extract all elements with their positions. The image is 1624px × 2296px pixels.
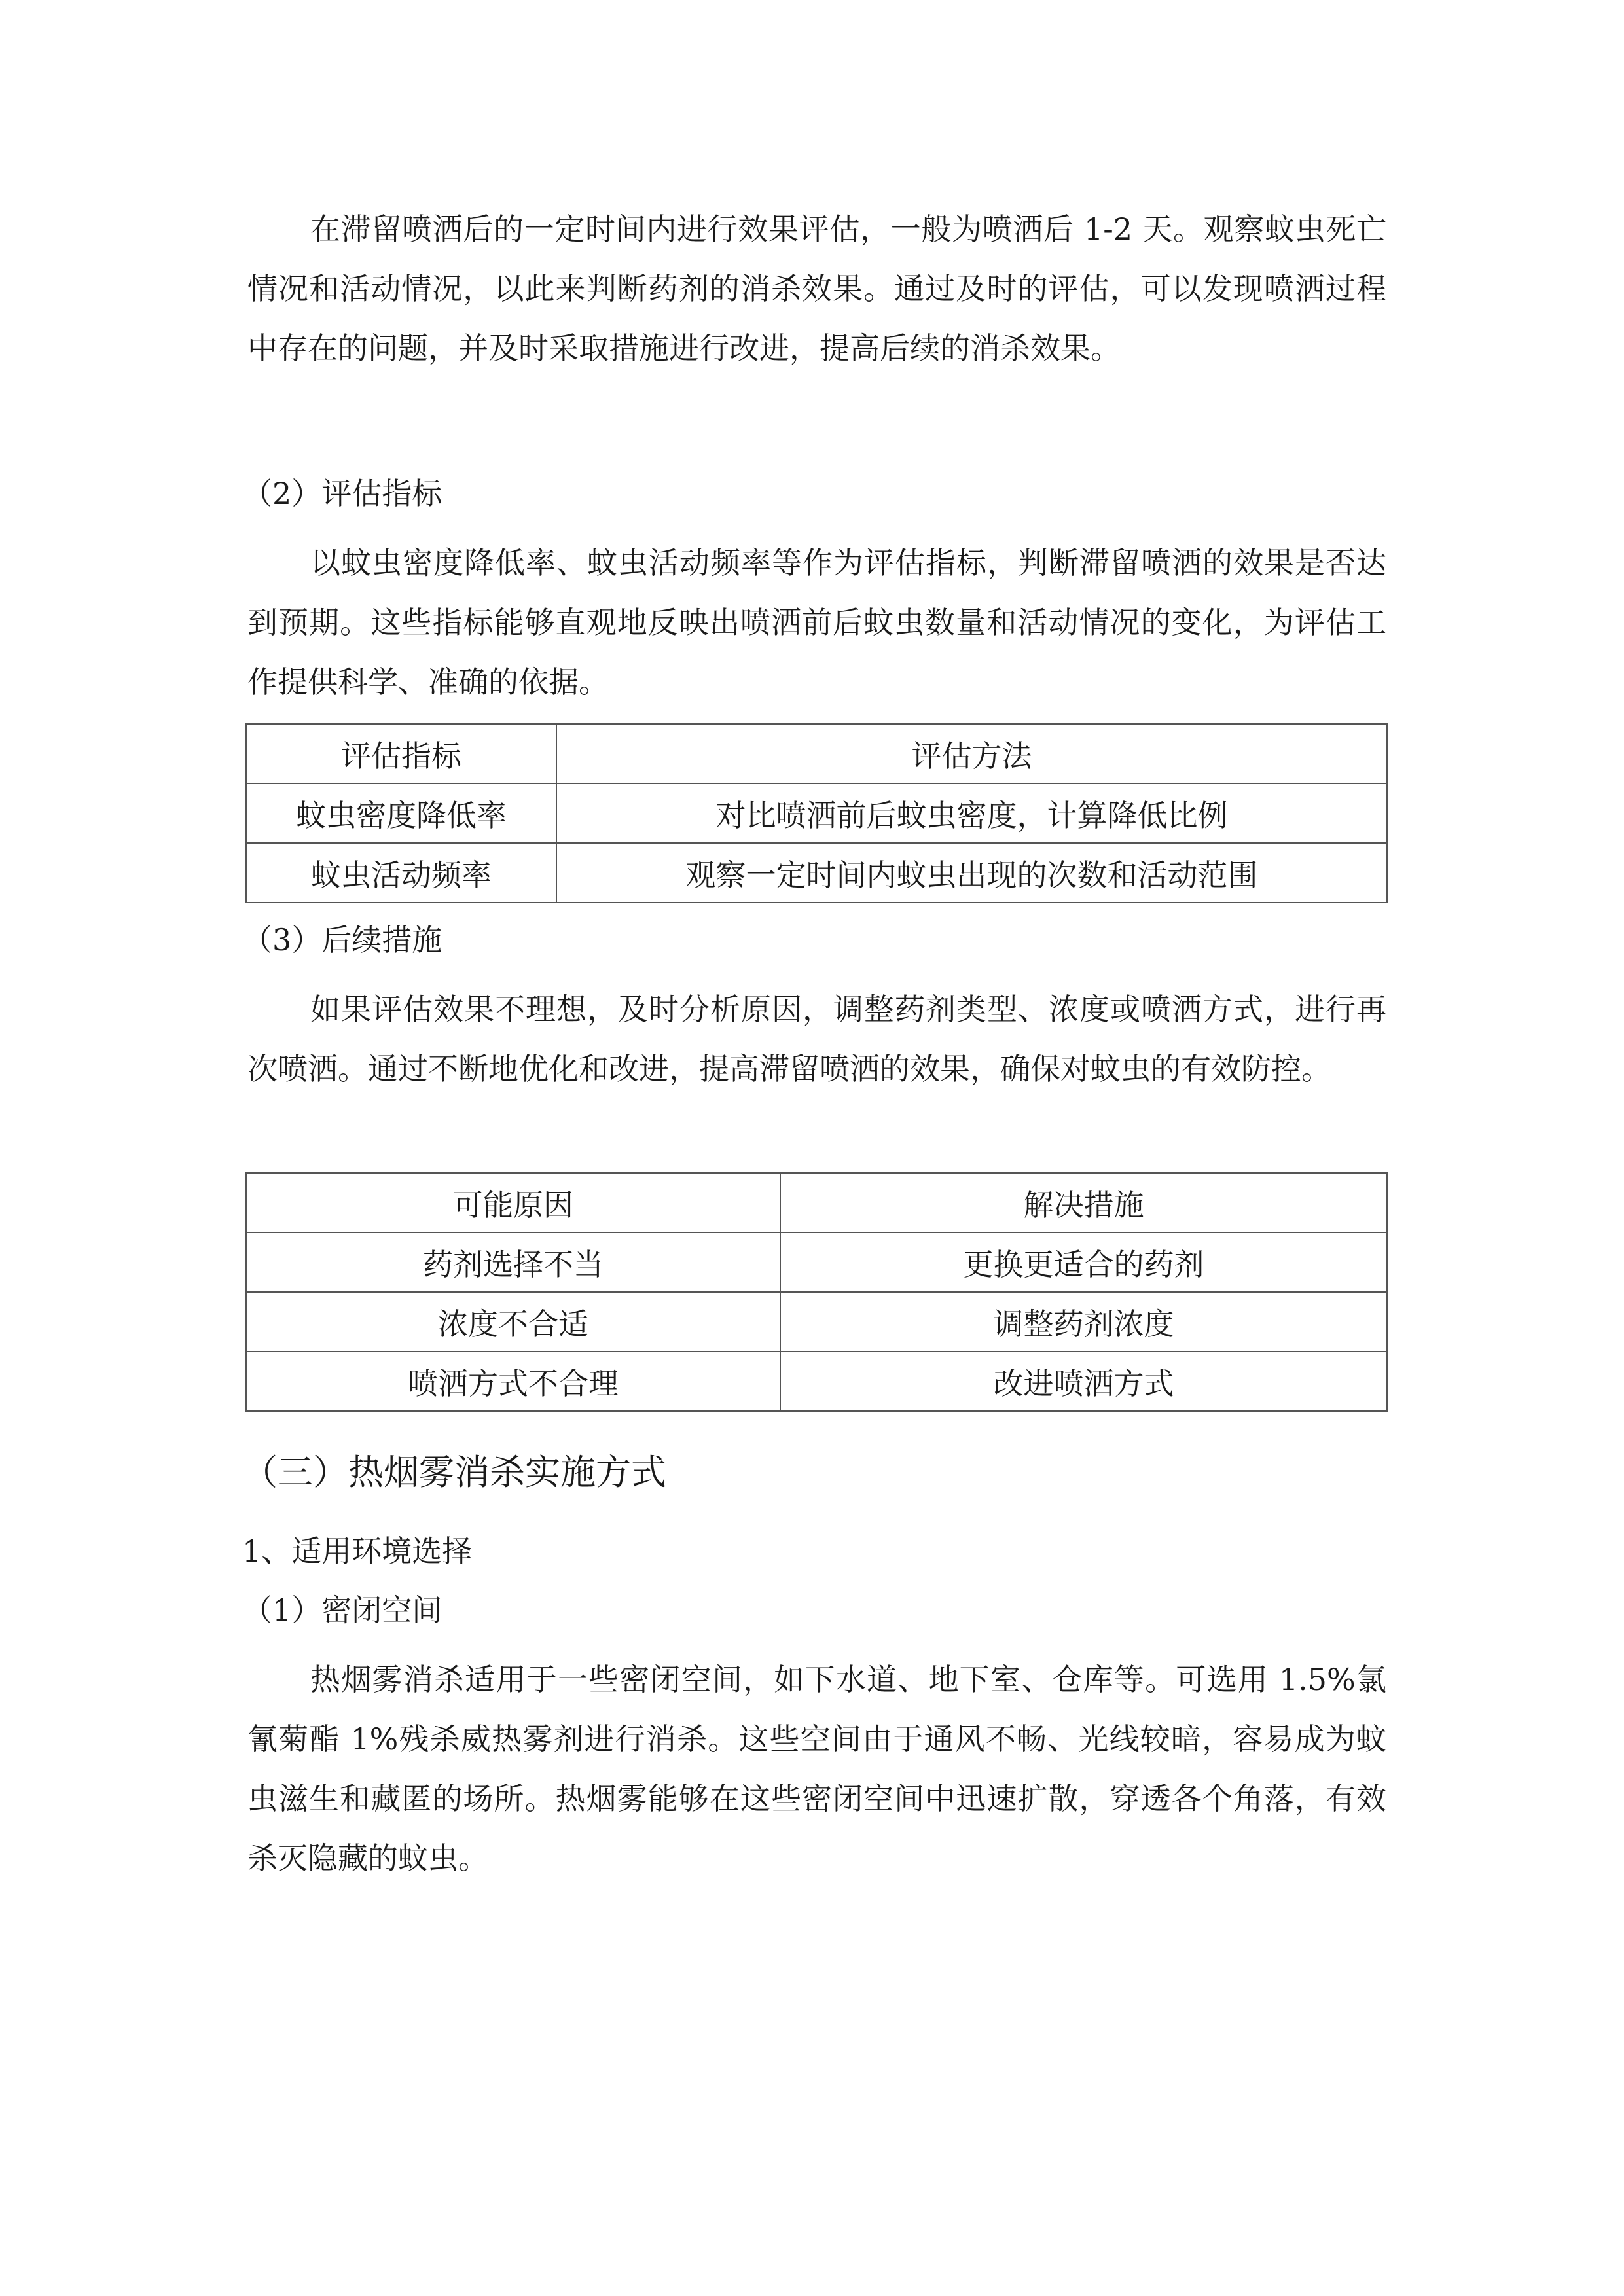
subheading-closed-space: （1）密闭空间 (242, 1592, 442, 1628)
paragraph-evaluation-timing: 在滞留喷洒后的一定时间内进行效果评估，一般为喷洒后 1-2 天。观察蚊虫死亡情况和活动情况，以此来判断药剂的消杀效果。通过及时的评估，可以发现喷洒过程中存在的问题，并及时采取措施进行改进，提高后续的消杀效果。 (247, 211, 1386, 366)
table-cell: 改进喷洒方式 (780, 1352, 1387, 1411)
paragraph-closed-space: 热烟雾消杀适用于一些密闭空间，如下水道、地下室、仓库等。可选用 1.5%氯氰菊酯 1%残杀威热雾剂进行消杀。这些空间由于通风不畅、光线较暗，容易成为蚊虫滋生和藏匿的场所。热烟雾能够在这些密闭空间中迅速扩散，穿透各个角落，有效杀灭隐藏的蚊虫。 (247, 1662, 1386, 1876)
table-header-row (246, 724, 1387, 783)
table-cell: 蚊虫密度降低率 (246, 783, 556, 843)
paragraph-evaluation-indicators: 以蚊虫密度降低率、蚊虫活动频率等作为评估指标，判断滞留喷洒的效果是否达到预期。这些指标能够直观地反映出喷洒前后蚊虫数量和活动情况的变化，为评估工作提供科学、准确的依据。 (247, 545, 1386, 700)
cause-solution-table (245, 1172, 1388, 1412)
table-row (246, 843, 1387, 903)
subheading-evaluation-indicators: （2）评估指标 (242, 476, 442, 511)
table-row (246, 1232, 1387, 1292)
table-cell: 药剂选择不当 (246, 1232, 780, 1292)
table-cell: 观察一定时间内蚊虫出现的次数和活动范围 (556, 843, 1387, 903)
evaluation-indicator-table (245, 723, 1388, 903)
table-header-row (246, 1173, 1387, 1232)
table-cell: 浓度不合适 (246, 1292, 780, 1352)
table-header-cell: 评估指标 (246, 724, 556, 783)
table-header-cell: 评估方法 (556, 724, 1387, 783)
table-cell: 更换更适合的药剂 (780, 1232, 1387, 1292)
subheading-environment-selection: 1、适用环境选择 (242, 1534, 473, 1569)
table-header-cell: 解决措施 (780, 1173, 1387, 1232)
section-heading-thermal-fog: （三）热烟雾消杀实施方式 (242, 1452, 666, 1493)
table-row (246, 783, 1387, 843)
table-cell: 蚊虫活动频率 (246, 843, 556, 903)
table-header-cell: 可能原因 (246, 1173, 780, 1232)
table-row (246, 1292, 1387, 1352)
subheading-follow-up-measures: （3）后续措施 (242, 922, 442, 958)
paragraph-follow-up-measures: 如果评估效果不理想，及时分析原因，调整药剂类型、浓度或喷洒方式，进行再次喷洒。通过不断地优化和改进，提高滞留喷洒的效果，确保对蚊虫的有效防控。 (247, 992, 1386, 1086)
table-cell: 喷洒方式不合理 (246, 1352, 780, 1411)
table-row (246, 1352, 1387, 1411)
table-cell: 调整药剂浓度 (780, 1292, 1387, 1352)
table-cell: 对比喷洒前后蚊虫密度，计算降低比例 (556, 783, 1387, 843)
